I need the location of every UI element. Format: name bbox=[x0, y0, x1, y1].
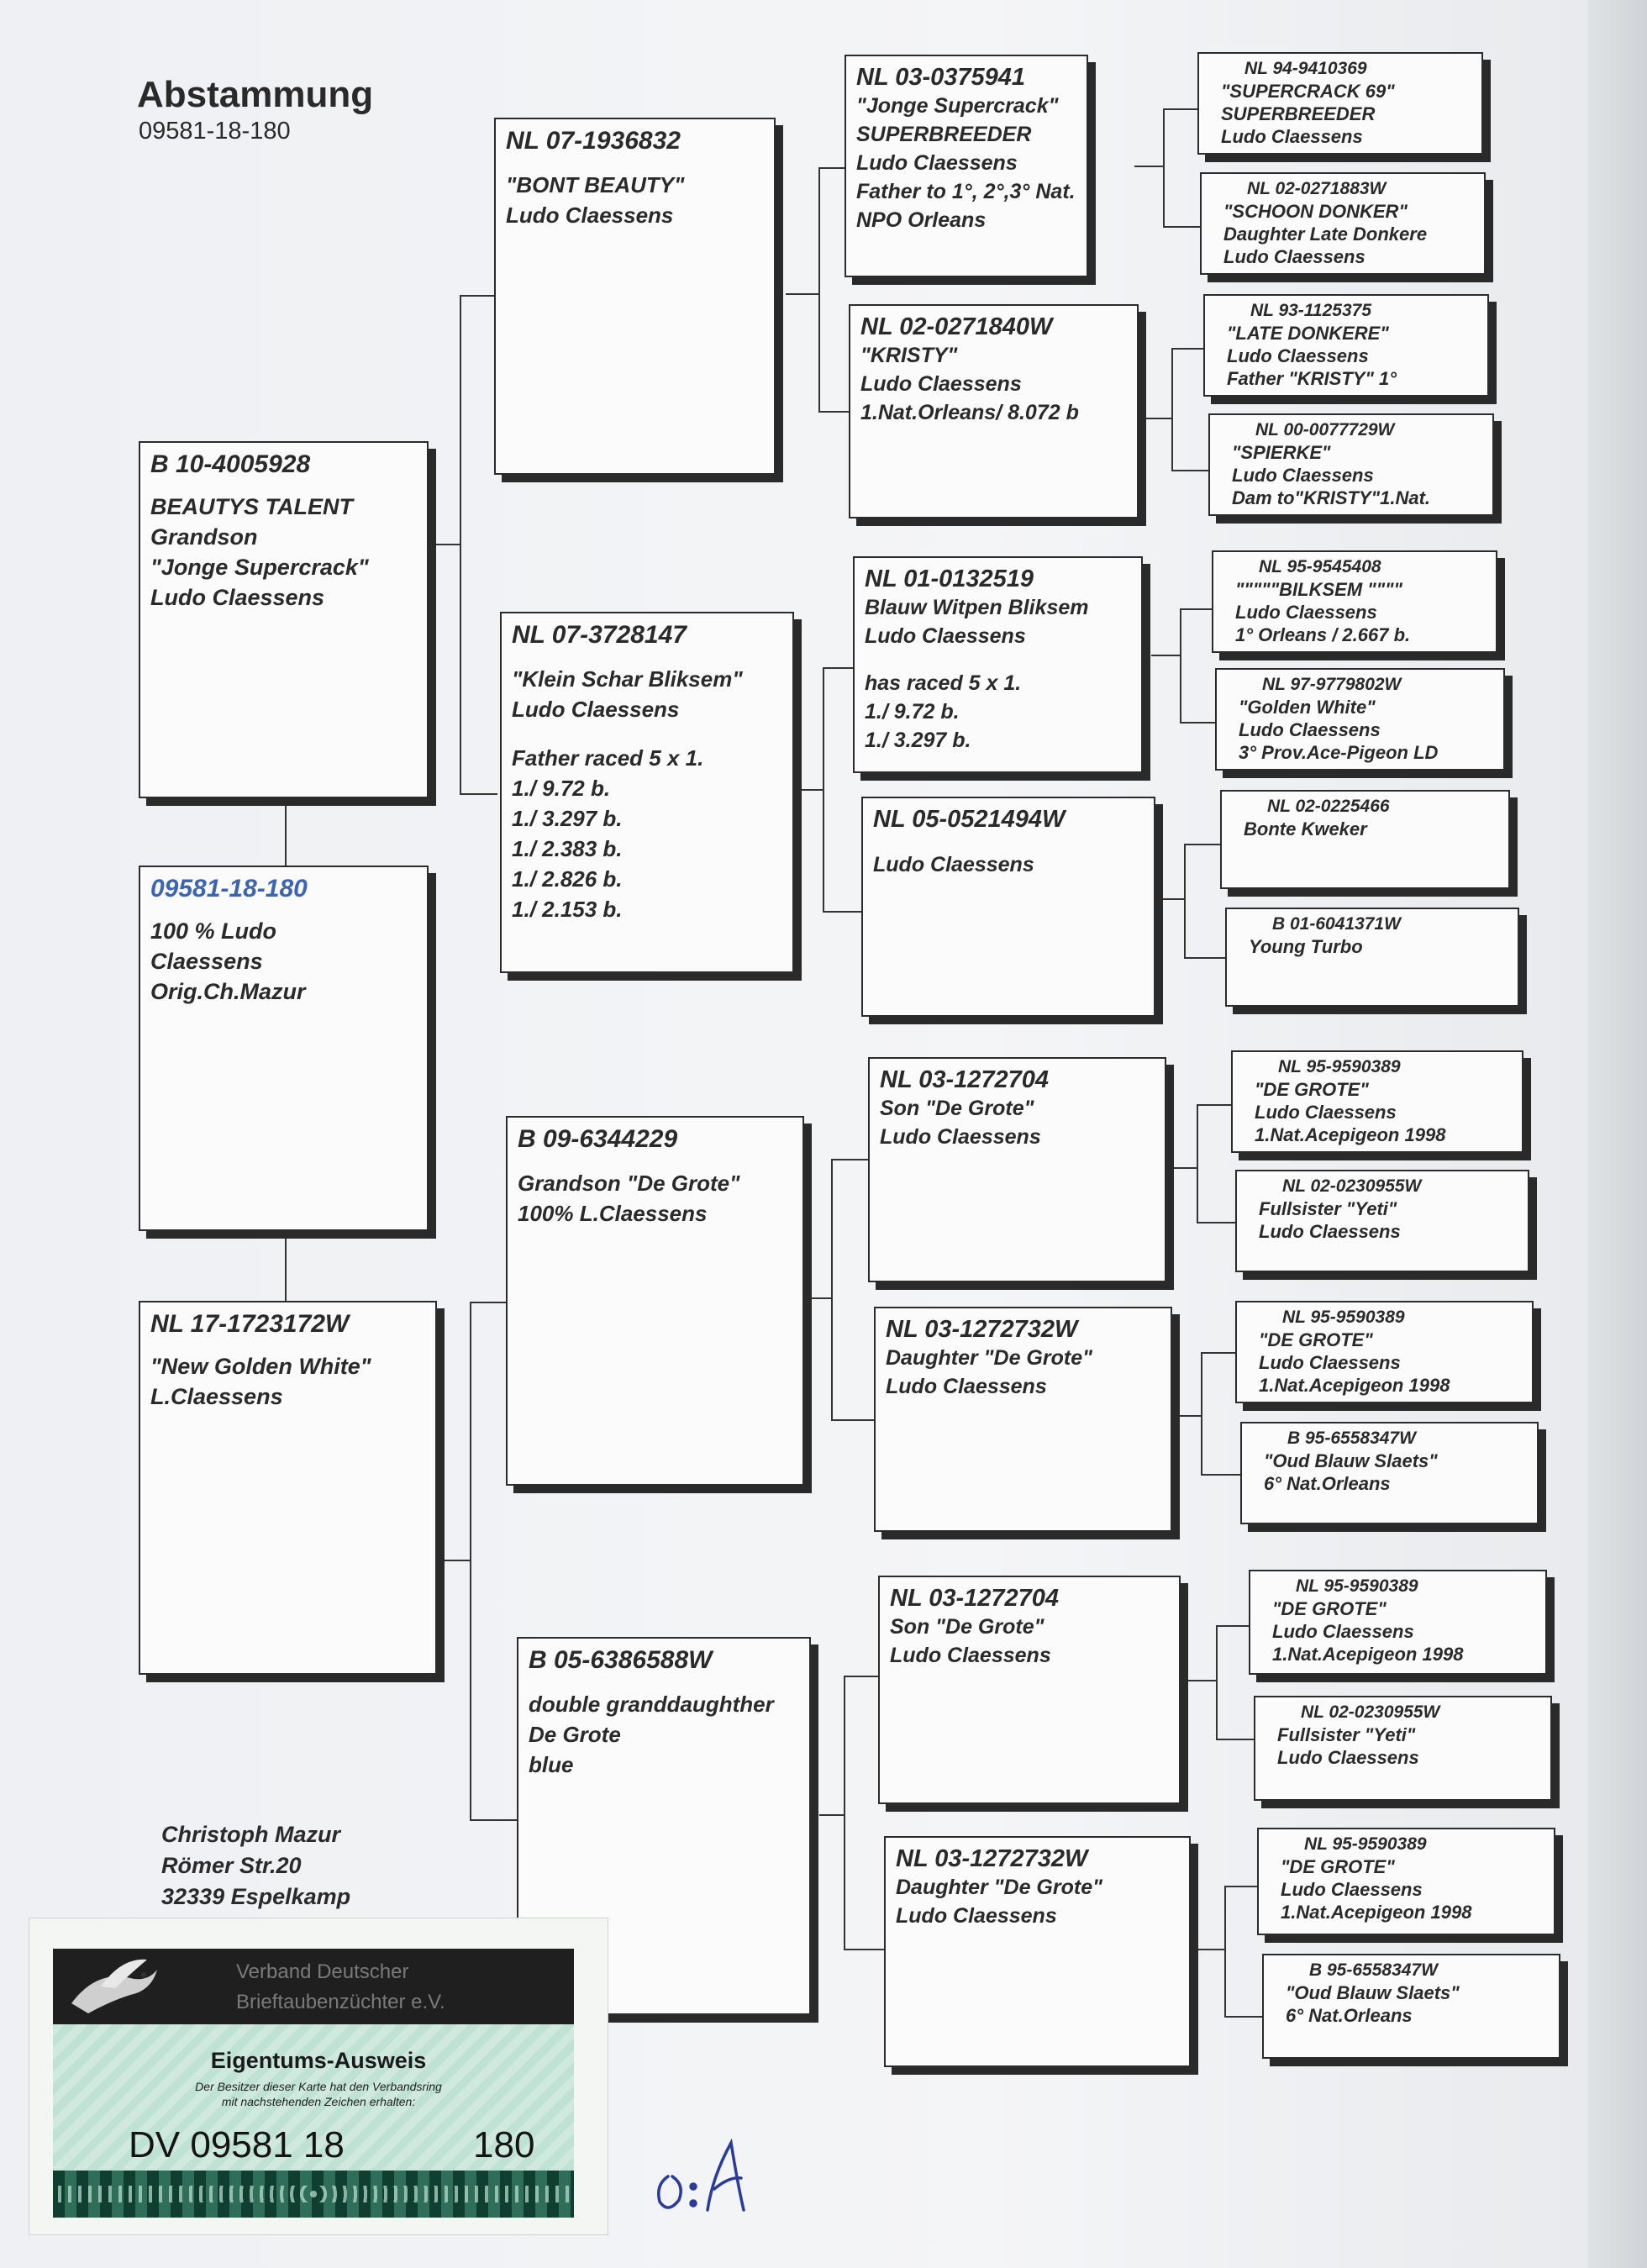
card-hint-line2: mit nachstehenden Zeichen erhalten: bbox=[221, 2095, 416, 2108]
pigeon-record: has raced 5 x 1. bbox=[865, 671, 1022, 695]
pigeon-line: "Oud Blauw Slaets" bbox=[1286, 1982, 1460, 2003]
pigeon-id: NL 00-0077729W bbox=[1255, 420, 1395, 439]
father-line: BEAUTYS TALENT bbox=[150, 494, 353, 519]
grandparent-box bbox=[494, 118, 776, 475]
pigeon-id: NL 02-0225466 bbox=[1267, 797, 1390, 816]
subject-box bbox=[139, 866, 429, 1231]
pigeon-line: Ludo Claessens bbox=[896, 1904, 1057, 1928]
page-title: Abstammung bbox=[137, 74, 374, 115]
owner-city: 32339 Espelkamp bbox=[161, 1884, 351, 1909]
pigeon-line: blue bbox=[529, 1752, 574, 1777]
pigeon-record: 1./ 2.383 b. bbox=[512, 836, 623, 861]
pigeon-id: NL 03-0375941 bbox=[856, 64, 1026, 91]
pigeon-line: De Grote bbox=[529, 1722, 621, 1747]
pigeon-line: Ludo Claessens bbox=[856, 151, 1018, 175]
great-grandparent-box bbox=[868, 1057, 1166, 1282]
pigeon-record: 1./ 2.153 b. bbox=[512, 897, 623, 922]
pigeon-line: "SCHOON DONKER" bbox=[1223, 201, 1408, 222]
pigeon-id: NL 07-1936832 bbox=[506, 127, 681, 155]
pigeon-record: 1./ 9.72 b. bbox=[865, 700, 960, 724]
pigeon-id: NL 05-0521494W bbox=[873, 806, 1066, 833]
pigeon-id: NL 95-9590389 bbox=[1282, 1308, 1405, 1327]
pigeon-record: 1./ 9.72 b. bbox=[512, 776, 611, 801]
pigeon-line: Ludo Claessens bbox=[1239, 719, 1381, 740]
pigeon-id: NL 93-1125375 bbox=[1250, 301, 1371, 320]
father-line: Grandson bbox=[150, 524, 258, 550]
pigeon-line: Dam to"KRISTY"1.Nat. bbox=[1232, 487, 1431, 508]
ancestor-box bbox=[1203, 294, 1489, 397]
pigeon-line: "BONT BEAUTY" bbox=[506, 172, 685, 197]
pigeon-logo-icon bbox=[63, 1953, 164, 2020]
pigeon-line: Son "De Grote" bbox=[880, 1097, 1034, 1120]
pigeon-line: "Klein Schar Bliksem" bbox=[512, 666, 743, 692]
card-title: Eigentums-Ausweis bbox=[210, 2048, 427, 2073]
pigeon-line: Grandson "De Grote" bbox=[518, 1171, 740, 1196]
great-grandparent-box bbox=[884, 1836, 1191, 2067]
pigeon-id: NL 95-9590389 bbox=[1278, 1057, 1401, 1076]
pigeon-line: Fullsister "Yeti" bbox=[1259, 1198, 1397, 1219]
pigeon-line: Ludo Claessens bbox=[1272, 1621, 1414, 1642]
pigeon-id: B 95-6558347W bbox=[1309, 1960, 1438, 1980]
great-grandparent-box bbox=[878, 1576, 1181, 1804]
pigeon-line: 3° Prov.Ace-Pigeon LD bbox=[1239, 742, 1439, 763]
ancestor-box bbox=[1254, 1696, 1552, 1801]
ancestor-box bbox=[1235, 1170, 1529, 1272]
pigeon-line: Son "De Grote" bbox=[890, 1615, 1045, 1639]
pigeon-line: 100% L.Claessens bbox=[518, 1201, 708, 1226]
mother-line: L.Claessens bbox=[150, 1384, 283, 1409]
pigeon-line: "SPIERKE" bbox=[1232, 442, 1331, 463]
pigeon-line: 1.Nat.Orleans/ 8.072 b bbox=[860, 401, 1079, 424]
ancestor-box bbox=[1200, 172, 1486, 275]
pigeon-line: "Oud Blauw Slaets" bbox=[1264, 1450, 1438, 1471]
pigeon-id: NL 03-1272704 bbox=[890, 1585, 1060, 1612]
pigeon-record: 1./ 2.826 b. bbox=[512, 866, 623, 892]
subject-line: 100 % Ludo bbox=[150, 918, 277, 944]
pigeon-id: NL 95-9590389 bbox=[1304, 1834, 1427, 1854]
ancestor-box bbox=[1215, 668, 1505, 771]
pigeon-line: Daughter Late Donkere bbox=[1223, 224, 1428, 245]
pigeon-line: 1.Nat.Acepigeon 1998 bbox=[1259, 1375, 1450, 1396]
great-grandparent-box bbox=[874, 1307, 1172, 1532]
owner-address bbox=[161, 1819, 350, 1913]
pigeon-id: NL 95-9590389 bbox=[1296, 1576, 1418, 1596]
pigeon-line: Daughter "De Grote" bbox=[886, 1346, 1092, 1370]
father-id: B 10-4005928 bbox=[150, 450, 311, 478]
father-box bbox=[139, 441, 429, 798]
pigeon-line: Young Turbo bbox=[1249, 936, 1363, 957]
pigeon-line: Father to 1°, 2°,3° Nat. bbox=[856, 180, 1076, 203]
pigeon-id: NL 03-1272732W bbox=[896, 1845, 1088, 1872]
pigeon-line: Father "KRISTY" 1° bbox=[1227, 368, 1397, 389]
mother-box bbox=[139, 1301, 437, 1675]
great-grandparent-box bbox=[853, 556, 1143, 773]
pigeon-line: Ludo Claessens bbox=[1281, 1879, 1423, 1900]
pigeon-line: NPO Orleans bbox=[856, 208, 987, 232]
pigeon-line: 1.Nat.Acepigeon 1998 bbox=[1255, 1124, 1446, 1145]
owner-name: Christoph Mazur bbox=[161, 1822, 340, 1847]
pigeon-line: Ludo Claessens bbox=[865, 624, 1026, 648]
pigeon-line: Ludo Claessens bbox=[860, 372, 1022, 396]
ancestor-box bbox=[1220, 790, 1510, 889]
ancestor-box bbox=[1197, 52, 1483, 155]
ancestor-box bbox=[1257, 1828, 1555, 1935]
pigeon-line: "Golden White" bbox=[1239, 697, 1376, 718]
ancestor-box bbox=[1208, 413, 1494, 516]
card-hint-line1: Der Besitzer dieser Karte hat den Verbandsring bbox=[195, 2080, 442, 2093]
card-band-dots bbox=[53, 2186, 574, 2202]
pigeon-line: Ludo Claessens bbox=[506, 203, 674, 228]
pigeon-line: "DE GROTE" bbox=[1255, 1079, 1369, 1100]
pigeon-id: B 05-6386588W bbox=[529, 1646, 713, 1674]
pigeon-line: Ludo Claessens bbox=[1277, 1747, 1419, 1768]
pigeon-line: SUPERBREEDER bbox=[1221, 103, 1376, 124]
handwritten-signature bbox=[647, 2126, 773, 2227]
pigeon-line: Ludo Claessens bbox=[886, 1375, 1047, 1398]
pigeon-line: "DE GROTE" bbox=[1281, 1856, 1395, 1877]
grandparent-box bbox=[500, 612, 794, 973]
ancestor-box bbox=[1212, 550, 1497, 653]
father-line: "Jonge Supercrack" bbox=[150, 555, 369, 580]
pigeon-id: B 01-6041371W bbox=[1272, 914, 1401, 934]
pigeon-line: double granddaughther bbox=[529, 1692, 774, 1717]
pigeon-line: """""BILKSEM """" bbox=[1235, 579, 1402, 600]
ancestor-box bbox=[1231, 1050, 1523, 1153]
card-header bbox=[53, 1949, 574, 2024]
pigeon-record: 1./ 3.297 b. bbox=[512, 806, 623, 831]
pigeon-line: Ludo Claessens bbox=[1259, 1352, 1401, 1373]
pigeon-line: "DE GROTE" bbox=[1272, 1598, 1387, 1619]
pigeon-id: NL 97-9779802W bbox=[1262, 675, 1402, 694]
pigeon-line: Daughter "De Grote" bbox=[896, 1876, 1102, 1899]
subject-line: Orig.Ch.Mazur bbox=[150, 979, 306, 1004]
pigeon-line: Ludo Claessens bbox=[1227, 345, 1369, 366]
pigeon-id: NL 02-0271840W bbox=[860, 313, 1053, 340]
org-name-line2: Brieftaubenzüchter e.V. bbox=[236, 1991, 445, 2013]
pigeon-line: Ludo Claessens bbox=[1221, 126, 1363, 147]
pigeon-id: NL 02-0271883W bbox=[1247, 179, 1387, 198]
pigeon-line: Bonte Kweker bbox=[1244, 818, 1367, 839]
pigeon-id: NL 03-1272704 bbox=[880, 1066, 1050, 1093]
pigeon-id: NL 03-1272732W bbox=[886, 1316, 1078, 1343]
pigeon-line: SUPERBREEDER bbox=[856, 123, 1032, 146]
ancestor-box bbox=[1225, 908, 1519, 1007]
pigeon-line: "Jonge Supercrack" bbox=[856, 94, 1059, 118]
pigeon-line: Ludo Claessens bbox=[1235, 602, 1377, 623]
pigeon-line: "LATE DONKERE" bbox=[1227, 323, 1389, 344]
subject-id: 09581-18-180 bbox=[150, 875, 308, 902]
pigeon-id: NL 01-0132519 bbox=[865, 566, 1034, 592]
pigeon-id: NL 07-3728147 bbox=[512, 621, 687, 649]
ancestor-box bbox=[1240, 1422, 1539, 1524]
subject-line: Claessens bbox=[150, 949, 263, 974]
great-grandparent-box bbox=[845, 55, 1088, 277]
owner-street: Römer Str.20 bbox=[161, 1853, 302, 1878]
pigeon-line: 6° Nat.Orleans bbox=[1264, 1473, 1391, 1494]
pigeon-line: 1.Nat.Acepigeon 1998 bbox=[1272, 1644, 1464, 1665]
pigeon-line: 1° Orleans / 2.667 b. bbox=[1235, 624, 1411, 645]
pigeon-line: 1.Nat.Acepigeon 1998 bbox=[1281, 1902, 1472, 1923]
ancestor-box bbox=[1235, 1301, 1534, 1403]
pigeon-id: NL 02-0230955W bbox=[1282, 1176, 1422, 1196]
pigeon-line: Blauw Witpen Bliksem bbox=[865, 596, 1089, 619]
grandparent-box bbox=[506, 1116, 804, 1486]
pigeon-line: 6° Nat.Orleans bbox=[1286, 2005, 1413, 2026]
pigeon-id: NL 02-0230955W bbox=[1301, 1702, 1440, 1722]
ancestor-box bbox=[1249, 1570, 1547, 1675]
ring-suffix: 180 bbox=[473, 2124, 535, 2165]
pigeon-id: NL 95-9545408 bbox=[1259, 557, 1381, 576]
pigeon-id: B 09-6344229 bbox=[518, 1125, 678, 1153]
pigeon-line: "KRISTY" bbox=[860, 344, 958, 367]
pigeon-id: B 95-6558347W bbox=[1287, 1429, 1416, 1448]
great-grandparent-box bbox=[861, 797, 1155, 1017]
pigeon-line: Ludo Claessens bbox=[512, 697, 680, 722]
pigeon-line: Ludo Claessens bbox=[1223, 246, 1365, 267]
pigeon-line: Ludo Claessens bbox=[1232, 465, 1374, 486]
page-subtitle: 09581-18-180 bbox=[139, 118, 291, 145]
great-grandparent-box bbox=[849, 304, 1139, 518]
father-line: Ludo Claessens bbox=[150, 585, 325, 610]
pigeon-record: Father raced 5 x 1. bbox=[512, 745, 704, 771]
mother-line: "New Golden White" bbox=[150, 1354, 371, 1379]
pigeon-line: Ludo Claessens bbox=[1259, 1221, 1401, 1242]
pigeon-line: "DE GROTE" bbox=[1259, 1329, 1373, 1350]
org-name-line1: Verband Deutscher bbox=[236, 1960, 409, 1983]
mother-id: NL 17-1723172W bbox=[150, 1310, 350, 1338]
pigeon-line: Ludo Claessens bbox=[890, 1644, 1051, 1667]
pigeon-line: Ludo Claessens bbox=[880, 1125, 1041, 1149]
ancestor-box bbox=[1262, 1954, 1560, 2059]
pigeon-line: Ludo Claessens bbox=[1255, 1102, 1397, 1123]
pigeon-line: Ludo Claessens bbox=[873, 853, 1034, 876]
ring-number: DV 09581 18 bbox=[129, 2124, 345, 2165]
pigeon-id: NL 94-9410369 bbox=[1244, 59, 1367, 78]
pigeon-line: "SUPERCRACK 69" bbox=[1221, 81, 1395, 102]
ownership-card bbox=[29, 1918, 608, 2235]
pigeon-record: 1./ 3.297 b. bbox=[865, 729, 971, 752]
pigeon-line: Fullsister "Yeti" bbox=[1277, 1724, 1416, 1745]
